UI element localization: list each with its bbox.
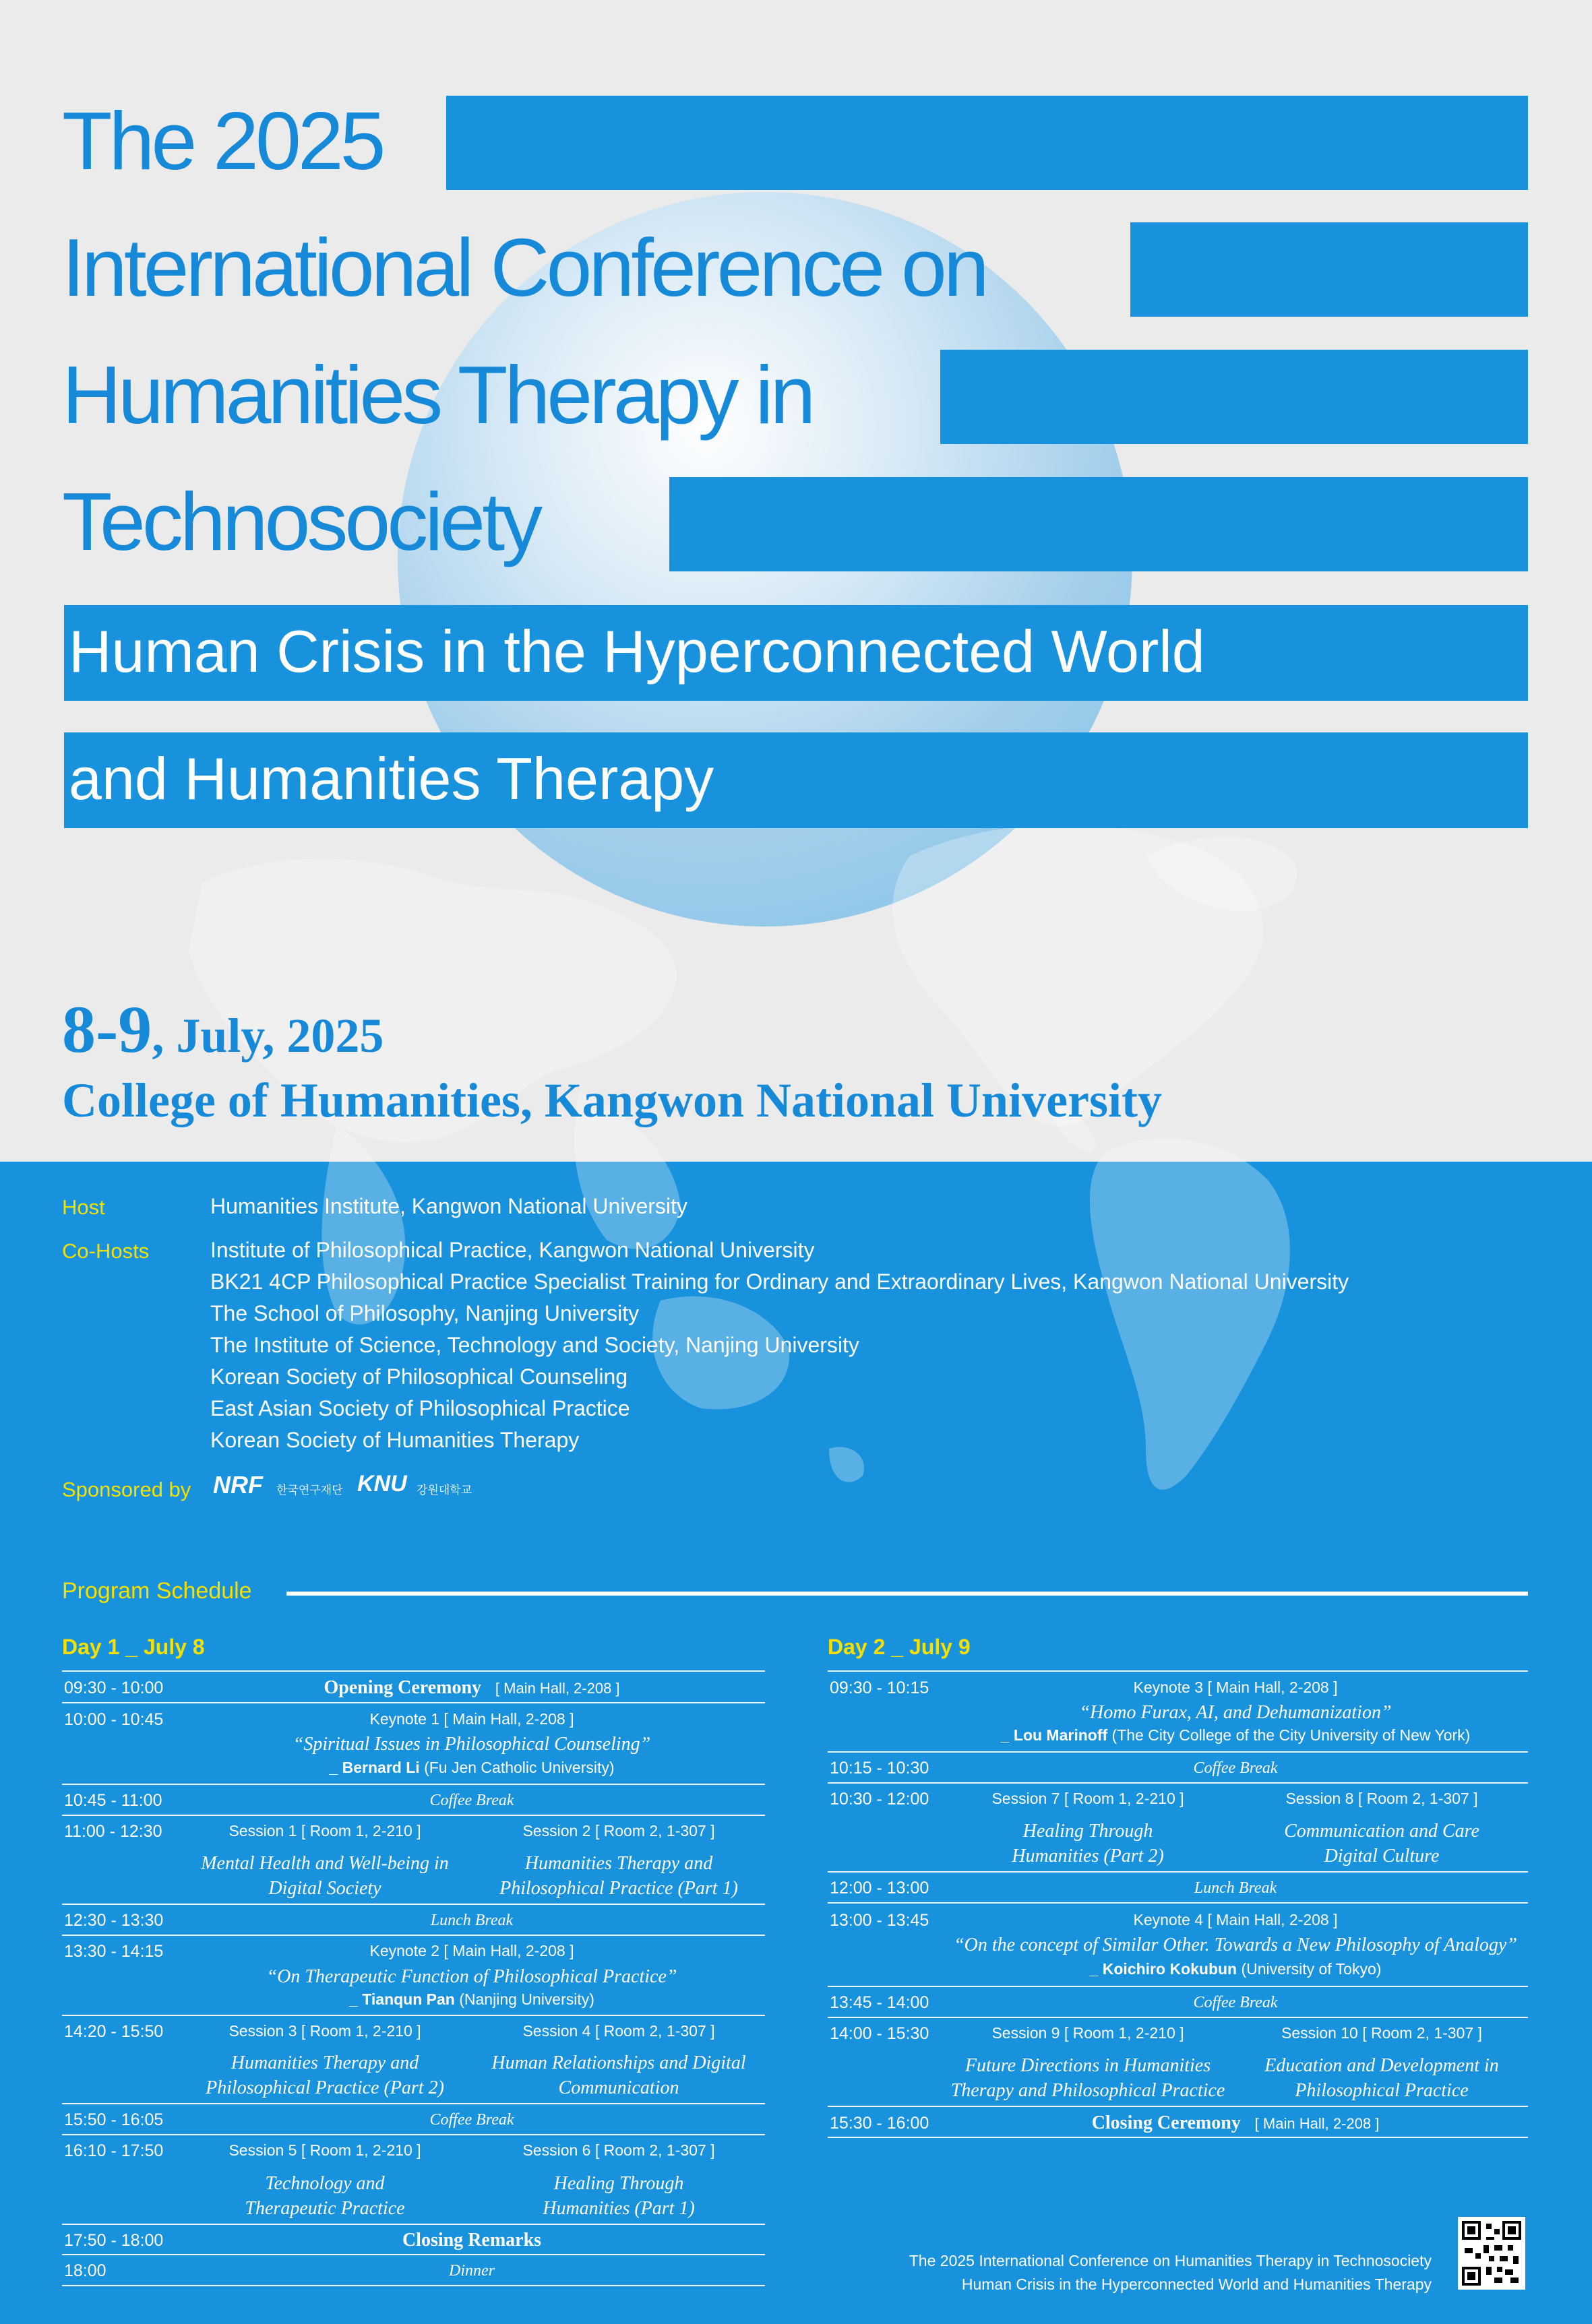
event-venue: College of Humanities, Kangwon National University xyxy=(62,1073,1162,1127)
session-title: Digital Society xyxy=(268,1878,381,1899)
keynote-talk: “Spiritual Issues in Philosophical Counseling” xyxy=(293,1734,651,1755)
cohosts-label: Co-Hosts xyxy=(62,1239,150,1263)
event-room: [ Main Hall, 2-208 ] xyxy=(1254,2115,1380,2132)
session-heading: Session 7 [ Room 1, 2-210 ] xyxy=(991,1790,1184,1807)
host-name: Humanities Institute, Kangwon National University xyxy=(210,1194,687,1218)
knu-logo: KNU xyxy=(357,1471,407,1497)
speaker-name: Bernard Li xyxy=(342,1759,420,1776)
day1-divider xyxy=(62,2224,765,2225)
keynote-heading: Keynote 4 [ Main Hall, 2-208 ] xyxy=(1133,1911,1338,1928)
session-title: Technology and xyxy=(265,2173,385,2194)
day1-divider xyxy=(62,1702,765,1703)
day2-closing xyxy=(1092,2114,1380,2133)
coffee-break: Coffee Break xyxy=(429,2111,514,2129)
day1-time: 10:00 - 10:45 xyxy=(64,1710,164,1729)
keynote-heading: Keynote 2 [ Main Hall, 2-208 ] xyxy=(369,1942,574,1959)
day2-time: 13:00 - 13:45 xyxy=(830,1911,929,1930)
event-name: Opening Ceremony xyxy=(324,1677,482,1698)
keynote-heading: Keynote 1 [ Main Hall, 2-208 ] xyxy=(369,1710,574,1728)
day1-time: 14:20 - 15:50 xyxy=(64,2022,164,2041)
day1-divider xyxy=(62,1904,765,1905)
keynote-speaker xyxy=(1090,1961,1382,1977)
day2-time: 10:15 - 10:30 xyxy=(830,1759,929,1778)
event-name: Closing Ceremony xyxy=(1091,2112,1241,2133)
lunch-break: Lunch Break xyxy=(430,1912,514,1929)
day2-time: 12:00 - 13:00 xyxy=(830,1879,929,1897)
session-title: Healing Through xyxy=(553,2173,684,2194)
sponsored-label: Sponsored by xyxy=(62,1478,191,1501)
title-bar-4 xyxy=(669,477,1528,571)
keynote-talk: “On Therapeutic Function of Philosophical Practice” xyxy=(266,1966,677,1987)
day1-time: 13:30 - 14:15 xyxy=(64,1942,164,1961)
day1-divider xyxy=(62,2134,765,2135)
session-title: Digital Culture xyxy=(1324,1846,1440,1866)
session-title: Future Directions in Humanities xyxy=(965,2055,1211,2076)
closing-remarks: Closing Remarks xyxy=(402,2230,542,2251)
coffee-break: Coffee Break xyxy=(429,1792,514,1809)
speaker-prefix: _ xyxy=(329,1759,342,1776)
dinner: Dinner xyxy=(449,2262,495,2280)
day1-time: 16:10 - 17:50 xyxy=(64,2141,164,2160)
event-room: [ Main Hall, 2-208 ] xyxy=(495,1680,620,1697)
day1-divider xyxy=(62,2254,765,2255)
session-heading: Session 6 [ Room 2, 1-307 ] xyxy=(522,2141,715,2159)
day1-time: 09:30 - 10:00 xyxy=(64,1678,164,1697)
keynote-heading: Keynote 3 [ Main Hall, 2-208 ] xyxy=(1133,1678,1338,1696)
speaker-name: Tianqun Pan xyxy=(362,1990,455,2008)
cohost-item: Korean Society of Humanities Therapy xyxy=(210,1428,580,1452)
day2-time: 09:30 - 10:15 xyxy=(830,1678,929,1697)
day1-time: 12:30 - 13:30 xyxy=(64,1911,164,1930)
day2-divider xyxy=(828,1986,1528,1987)
keynote-speaker xyxy=(329,1760,614,1776)
session-heading: Session 1 [ Room 1, 2-210 ] xyxy=(228,1822,421,1840)
session-title: Humanities Therapy and xyxy=(231,2052,419,2073)
program-schedule-heading: Program Schedule xyxy=(62,1578,252,1604)
session-heading: Session 5 [ Room 1, 2-210 ] xyxy=(228,2141,421,2159)
subtitle-line-2: and Humanities Therapy xyxy=(69,745,714,812)
coffee-break: Coffee Break xyxy=(1193,1759,1278,1777)
session-title: Therapy and Philosophical Practice xyxy=(950,2080,1225,2101)
world-map-graphic xyxy=(0,775,1592,1685)
speaker-prefix: _ xyxy=(349,1990,363,2008)
cohost-item: East Asian Society of Philosophical Practice xyxy=(210,1396,630,1420)
subtitle-line-1: Human Crisis in the Hyperconnected World xyxy=(69,618,1205,685)
day1-divider xyxy=(62,2015,765,2016)
event-date xyxy=(62,992,384,1067)
session-title: Therapeutic Practice xyxy=(245,2198,405,2219)
nrf-logo: NRF xyxy=(213,1471,263,1499)
day2-divider xyxy=(828,1902,1528,1904)
speaker-affiliation: (The City College of the City University of New York) xyxy=(1107,1726,1471,1744)
host-label: Host xyxy=(62,1195,105,1219)
session-title: Human Relationships and Digital xyxy=(491,2052,746,2073)
coffee-break: Coffee Break xyxy=(1193,1994,1278,2011)
keynote-talk: “Homo Furax, AI, and Dehumanization” xyxy=(1079,1702,1392,1723)
session-title: Humanities (Part 1) xyxy=(543,2198,695,2219)
qr-code[interactable] xyxy=(1458,2217,1525,2290)
footer-title: The 2025 International Conference on Humanities Therapy in Technosociety xyxy=(909,2252,1432,2269)
day2-time: 14:00 - 15:30 xyxy=(830,2024,929,2043)
session-title: Philosophical Practice (Part 2) xyxy=(206,2077,444,2098)
day2-divider xyxy=(828,1751,1528,1753)
title-line-1: The 2025 xyxy=(62,95,383,187)
lunch-break: Lunch Break xyxy=(1194,1879,1277,1897)
day1-time: 15:50 - 16:05 xyxy=(64,2110,164,2129)
title-bar-2 xyxy=(1130,222,1528,317)
keynote-speaker xyxy=(1001,1728,1471,1743)
cohost-item: Korean Society of Philosophical Counseling xyxy=(210,1364,628,1389)
day2-divider xyxy=(828,1670,1528,1672)
program-schedule-rule xyxy=(286,1592,1528,1596)
day1-time: 10:45 - 11:00 xyxy=(64,1791,162,1810)
event-date-month-year: , July, 2025 xyxy=(152,1009,384,1063)
cohost-item: Institute of Philosophical Practice, Kangwon National University xyxy=(210,1238,815,1262)
speaker-name: Lou Marinoff xyxy=(1013,1726,1108,1744)
title-line-2: International Conference on xyxy=(62,222,986,313)
day1-opening xyxy=(324,1678,619,1697)
day2-divider xyxy=(828,2106,1528,2107)
session-heading: Session 10 [ Room 2, 1-307 ] xyxy=(1281,2024,1482,2042)
session-heading: Session 8 [ Room 2, 1-307 ] xyxy=(1285,1790,1478,1807)
day2-time: 13:45 - 14:00 xyxy=(830,1993,929,2012)
qr-code-pattern xyxy=(1462,2221,1521,2286)
keynote-speaker xyxy=(349,1992,594,2007)
cohost-item: BK21 4CP Philosophical Practice Specialist Training for Ordinary and Extraordinary Lives, Kangwon National University xyxy=(210,1269,1349,1294)
day1-time: 18:00 xyxy=(64,2261,106,2280)
speaker-affiliation: (Nanjing University) xyxy=(454,1990,594,2008)
event-date-days: 8-9 xyxy=(62,992,152,1067)
session-title: Mental Health and Well-being in xyxy=(201,1853,449,1874)
day1-divider xyxy=(62,1935,765,1936)
day2-heading: Day 2 _ July 9 xyxy=(828,1635,971,1659)
session-heading: Session 2 [ Room 2, 1-307 ] xyxy=(522,1822,715,1840)
day1-divider xyxy=(62,1670,765,1672)
title-bar-3 xyxy=(940,350,1528,444)
keynote-talk: “On the concept of Similar Other. Towards a New Philosophy of Analogy” xyxy=(954,1935,1517,1955)
title-line-4: Technosociety xyxy=(62,476,540,567)
footer-subtitle: Human Crisis in the Hyperconnected World and Humanities Therapy xyxy=(961,2275,1432,2293)
session-title: Humanities Therapy and xyxy=(524,1853,713,1874)
session-title: Communication and Care xyxy=(1284,1821,1479,1842)
day1-time: 11:00 - 12:30 xyxy=(64,1822,162,1841)
day1-divider xyxy=(62,2103,765,2104)
session-heading: Session 3 [ Room 1, 2-210 ] xyxy=(228,2022,421,2040)
cohost-item: The Institute of Science, Technology and Society, Nanjing University xyxy=(210,1333,859,1357)
speaker-name: Koichiro Kokubun xyxy=(1102,1960,1237,1978)
day1-divider xyxy=(62,2285,765,2286)
title-bar-1 xyxy=(446,96,1528,190)
session-heading: Session 9 [ Room 1, 2-210 ] xyxy=(991,2024,1184,2042)
speaker-prefix: _ xyxy=(1089,1960,1103,1978)
session-heading: Session 4 [ Room 2, 1-307 ] xyxy=(522,2022,715,2040)
speaker-affiliation: (University of Tokyo) xyxy=(1237,1960,1382,1978)
day2-divider xyxy=(828,2137,1528,2138)
session-title: Philosophical Practice (Part 1) xyxy=(499,1878,738,1899)
title-line-3: Humanities Therapy in xyxy=(62,349,813,441)
knu-logo-korean: 강원대학교 xyxy=(417,1484,472,1497)
day2-time: 10:30 - 12:00 xyxy=(830,1790,929,1809)
speaker-prefix: _ xyxy=(1000,1726,1014,1744)
day2-divider xyxy=(828,1782,1528,1784)
day1-divider xyxy=(62,1815,765,1816)
session-title: Philosophical Practice xyxy=(1295,2080,1469,2101)
speaker-affiliation: (Fu Jen Catholic University) xyxy=(419,1759,615,1776)
day2-divider xyxy=(828,2017,1528,2018)
session-title: Communication xyxy=(558,2077,679,2098)
day2-divider xyxy=(828,1871,1528,1873)
session-title: Healing Through xyxy=(1022,1821,1153,1842)
cohost-item: The School of Philosophy, Nanjing University xyxy=(210,1301,640,1325)
day2-time: 15:30 - 16:00 xyxy=(830,2114,929,2133)
day1-heading: Day 1 _ July 8 xyxy=(62,1635,205,1659)
session-title: Education and Development in xyxy=(1264,2055,1499,2076)
session-title: Humanities (Part 2) xyxy=(1012,1846,1164,1866)
nrf-logo-korean: 한국연구재단 xyxy=(276,1484,343,1497)
day1-divider xyxy=(62,1784,765,1785)
day1-time: 17:50 - 18:00 xyxy=(64,2231,164,2250)
